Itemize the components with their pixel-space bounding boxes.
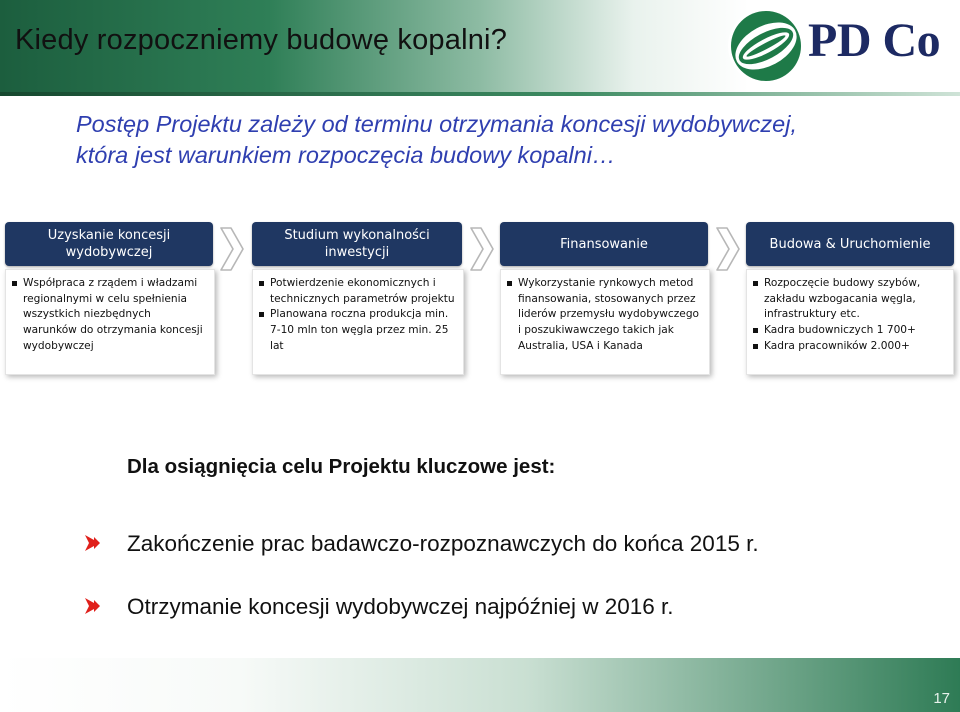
subtitle-line-1: Postęp Projektu zależy od terminu otrzymania koncesji wydobywczej, (76, 111, 797, 137)
stage-header (500, 222, 708, 266)
goal-text: Zakończenie prac badawczo-rozpoznawczych do końca 2015 r. (127, 531, 759, 556)
chevron-right-icon (714, 226, 742, 272)
stage-title-line: Budowa & Uruchomienie (769, 236, 931, 252)
stage-body (252, 269, 464, 375)
key-goals-heading: Dla osiągnięcia celu Projektu kluczowe jest: (127, 455, 556, 478)
stage-body (746, 269, 954, 375)
stage-header (5, 222, 213, 266)
stage-body (5, 269, 215, 375)
stage-body (500, 269, 710, 375)
stage-title-line: inwestycji (324, 245, 390, 260)
footer-band (0, 658, 960, 712)
stage-bullet: Kadra pracowników 2.000+ (751, 339, 947, 355)
slide-title: Kiedy rozpoczniemy budowę kopalni? (15, 24, 508, 56)
subtitle-line-2: która jest warunkiem rozpoczęcia budowy kopalni… (76, 142, 616, 168)
subtitle (76, 109, 916, 171)
header-stripe (0, 92, 960, 96)
stage-bullet: Kadra budowniczych 1 700+ (751, 323, 947, 339)
stage-bullet: Współpraca z rządem i władzami regionalnymi w celu spełnienia wszystkich niezbędnych warunków do otrzymania koncesji wydobywczej (10, 276, 208, 355)
stage-header (746, 222, 954, 266)
red-arrow-icon (82, 531, 102, 557)
stage-title-line: Uzyskanie koncesji (47, 228, 171, 243)
stage-title-line: Studium wykonalności (284, 228, 430, 243)
stage-bullet: Potwierdzenie ekonomicznych i technicznych parametrów projektu (257, 276, 457, 307)
stage-header (252, 222, 462, 266)
stage-bullet: Planowana roczna produkcja min. 7-10 mln ton węgla przez min. 25 lat (257, 307, 457, 354)
stage-title-line: Finansowanie (560, 236, 648, 252)
red-arrow-icon (82, 594, 102, 620)
page-number: 17 (933, 690, 950, 707)
chevron-right-icon (218, 226, 246, 272)
logo-text: PD Co (808, 14, 941, 67)
stage-bullet: Rozpoczęcie budowy szybów, zakładu wzbogacania węgla, infrastruktury etc. (751, 276, 947, 323)
chevron-right-icon (468, 226, 496, 272)
stage-bullet: Wykorzystanie rynkowych metod finansowania, stosowanych przez liderów przemysłu wydobywczego i poszukiwawczego takich jak Australia, USA i Kanada (505, 276, 703, 355)
stage-title-line: wydobywczej (65, 245, 153, 260)
goal-text: Otrzymanie koncesji wydobywczej najpóźniej w 2016 r. (127, 594, 674, 619)
